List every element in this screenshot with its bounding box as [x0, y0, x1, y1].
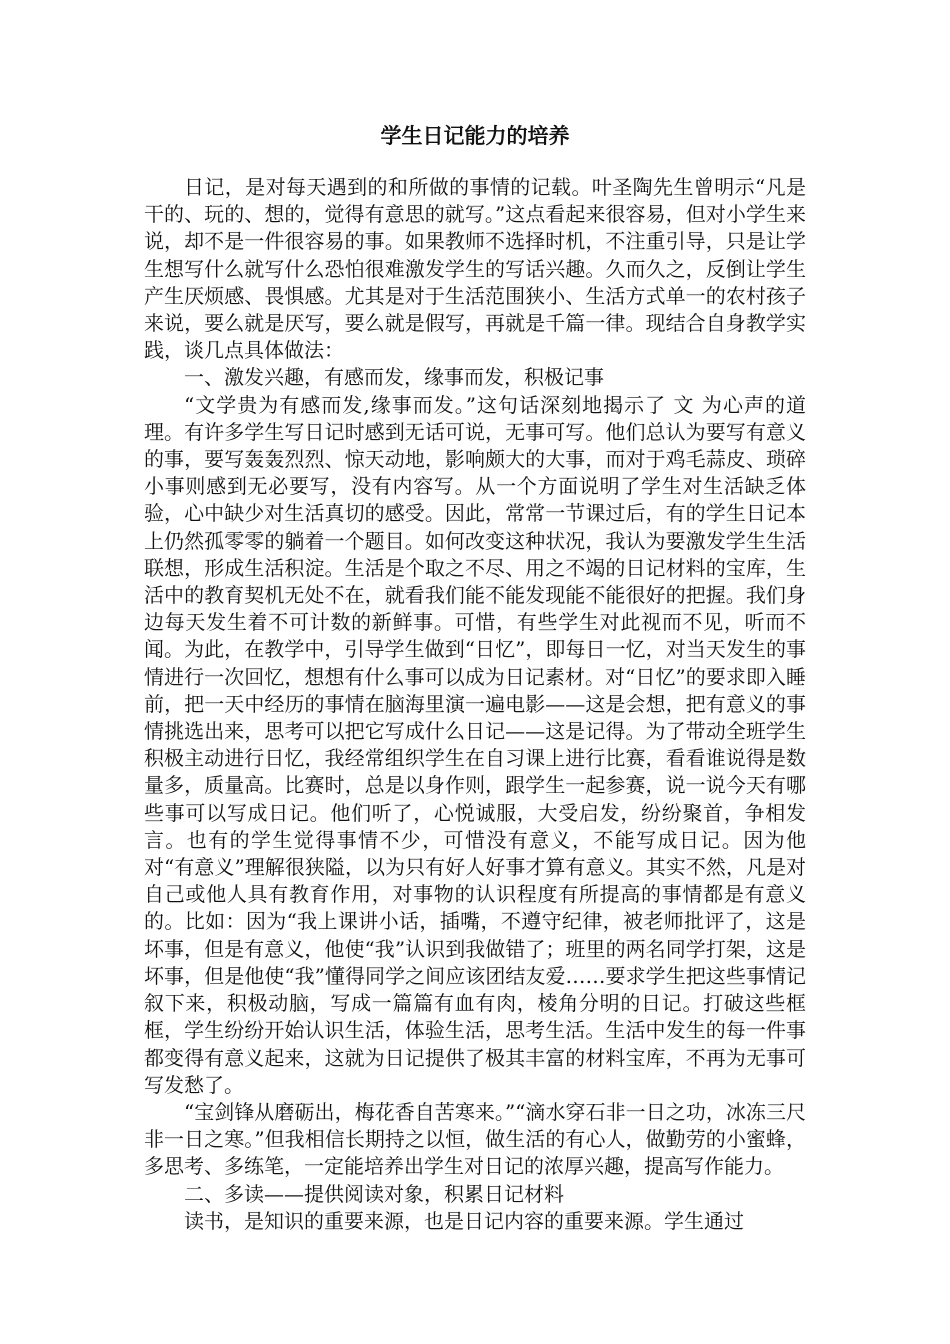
paragraph-quote: “宝剑锋从磨砺出，梅花香自苦寒来。”“滴水穿石非一日之功，冰冻三尺非一日之寒。”但我相信长期持之以恒，做生活的有心人，做勤劳的小蜜蜂，多思考、多练笔，一定能培养出学生对日记的浓厚兴趣，提高写作能力。 — [144, 1099, 806, 1179]
paragraph-section-1: “文学贵为有感而发,缘事而发。”这句话深刻地揭示了 文 为心声的道理。有许多学生写日记时感到无话可说，无事可写。他们总认为要写有意义的事，要写轰轰烈烈、惊天动地，影响颇大的大事，而对于鸡毛蒜皮、琐碎小事则感到无必要写，没有内容写。从一个方面说明了学生对生活缺乏体验，心中缺少对生活真切的感受。因此，常常一节课过后，有的学生日记本上仍然孤零零的躺着一个题目。如何改变这种状况，我认为要激发学生生活联想，形成生活积淀。生活是个取之不尽、用之不竭的日记材料的宝库，生活中的教育契机无处不在，就看我们能不能发现能不能很好的把握。我们身边每天发生着不可计数的新鲜事。可惜，有些学生对此视而不见，听而不闻。为此，在教学中，引导学生做到“日忆”，即每日一忆，对当天发生的事情进行一次回忆，想想有什么事可以成为日记素材。对“日忆”的要求即入睡前，把一天中经历的事情在脑海里演一遍电影——这是会想，把有意义的事情挑选出来，思考可以把它写成什么日记——这是记得。为了带动全班学生积极主动进行日忆，我经常组织学生在自习课上进行比赛，看看谁说得是数量多，质量高。比赛时，总是以身作则，跟学生一起参赛，说一说今天有哪些事可以写成日记。他们听了，心悦诚服，大受启发，纷纷聚首，争相发言。也有的学生觉得事情不少，可惜没有意义，不能写成日记。因为他对“有意义”理解很狭隘，以为只有好人好事才算有意义。其实不然，凡是对自己或他人具有教育作用，对事物的认识程度有所提高的事情都是有意义的。比如：因为“我上课讲小话，插嘴，不遵守纪律，被老师批评了，这是坏事，但是有意义，他使“我”认识到我做错了；班里的两名同学打架，这是坏事，但是他使“我”懂得同学之间应该团结友爱……要求学生把这些事情记叙下来，积极动脑，写成一篇篇有血有肉，棱角分明的日记。打破这些框框，学生纷纷开始认识生活，体验生活，思考生活。生活中发生的每一件事都变得有意义起来，这就为日记提供了极其丰富的材料宝库，不再为无事可写发愁了。 — [144, 392, 806, 1097]
paragraph-intro: 日记，是对每天遇到的和所做的事情的记载。叶圣陶先生曾明示“凡是干的、玩的、想的，觉得有意思的就写。”这点看起来很容易，但对小学生来说，却不是一件很容易的事。如果教师不选择时机，不注重引导，只是让学生想写什么就写什么恐怕很难激发学生的写话兴趣。久而久之，反倒让学生产生厌烦感、畏惧感。尤其是对于生活范围狭小、生活方式单一的农村孩子来说，要么就是厌写，要么就是假写，再就是千篇一律。现结合自身教学实践，谈几点具体做法： — [144, 175, 806, 363]
section-heading-1: 一、激发兴趣，有感而发，缘事而发，积极记事 — [184, 365, 604, 390]
document-body — [144, 174, 806, 1235]
paragraph-section-2: 读书，是知识的重要来源，也是日记内容的重要来源。学生通过 — [184, 1208, 744, 1233]
document-title: 学生日记能力的培养 — [380, 124, 570, 148]
section-heading-2: 二、多读——提供阅读对象，积累日记材料 — [184, 1181, 564, 1206]
